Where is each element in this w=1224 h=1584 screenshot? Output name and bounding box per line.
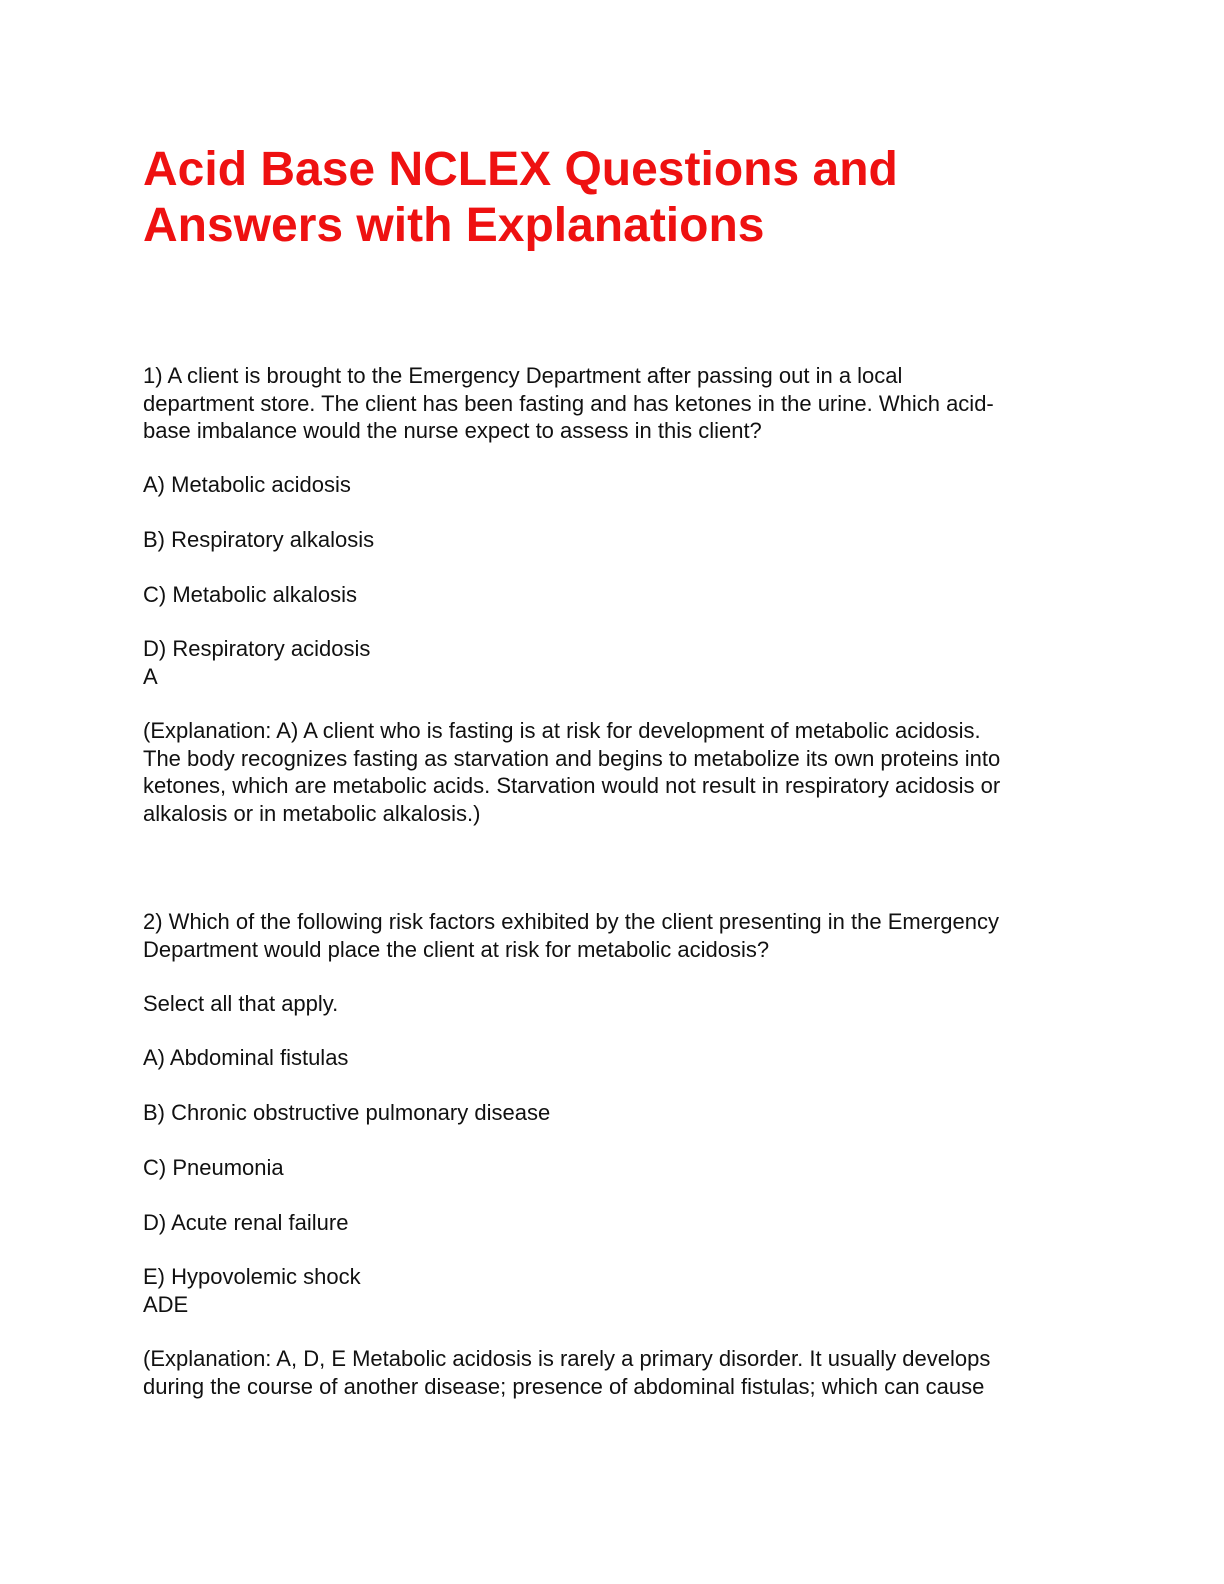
title-line-1: Acid Base NCLEX Questions and bbox=[143, 143, 898, 196]
question-2-answer: ADE bbox=[143, 1292, 189, 1317]
question-1-option-a: A) Metabolic acidosis bbox=[143, 472, 351, 497]
question-1-text: 1) A client is brought to the Emergency Department after passing out in a local department store. The client has been fasting and has ketones in the urine. Which acid- base imbalance would the nurse expect to assess in this client? bbox=[143, 363, 994, 443]
question-2-option-e: E) Hypovolemic shock bbox=[143, 1264, 361, 1289]
question-1-option-c: C) Metabolic alkalosis bbox=[143, 582, 357, 607]
question-1-option-b: B) Respiratory alkalosis bbox=[143, 527, 375, 552]
question-2-option-c: C) Pneumonia bbox=[143, 1155, 284, 1180]
question-2-option-a: A) Abdominal fistulas bbox=[143, 1045, 349, 1070]
question-2-option-d: D) Acute renal failure bbox=[143, 1210, 349, 1235]
question-2-text: 2) Which of the following risk factors exhibited by the client presenting in the Emergency Department would place the client at risk for metabolic acidosis? bbox=[143, 909, 999, 962]
question-2-explanation: (Explanation: A, D, E Metabolic acidosis is rarely a primary disorder. It usually develops during the course of another disease; presence of abdominal fistulas; which can cause bbox=[143, 1346, 991, 1399]
question-2-option-b: B) Chronic obstructive pulmonary disease bbox=[143, 1100, 551, 1125]
question-1-option-d: D) Respiratory acidosis bbox=[143, 636, 371, 661]
question-2-instruction: Select all that apply. bbox=[143, 991, 339, 1016]
question-1-answer: A bbox=[143, 664, 158, 689]
question-1-explanation: (Explanation: A) A client who is fasting is at risk for development of metabolic acidosis. The body recognizes fasting as starvation and begins to metabolize its own proteins into ketones, which are metabolic acids. Starvation would not result in respiratory acidosis or alkalosis or in metabolic alkalosis.) bbox=[143, 718, 1001, 826]
document-title bbox=[143, 142, 898, 254]
title-line-2: Answers with Explanations bbox=[143, 199, 765, 252]
